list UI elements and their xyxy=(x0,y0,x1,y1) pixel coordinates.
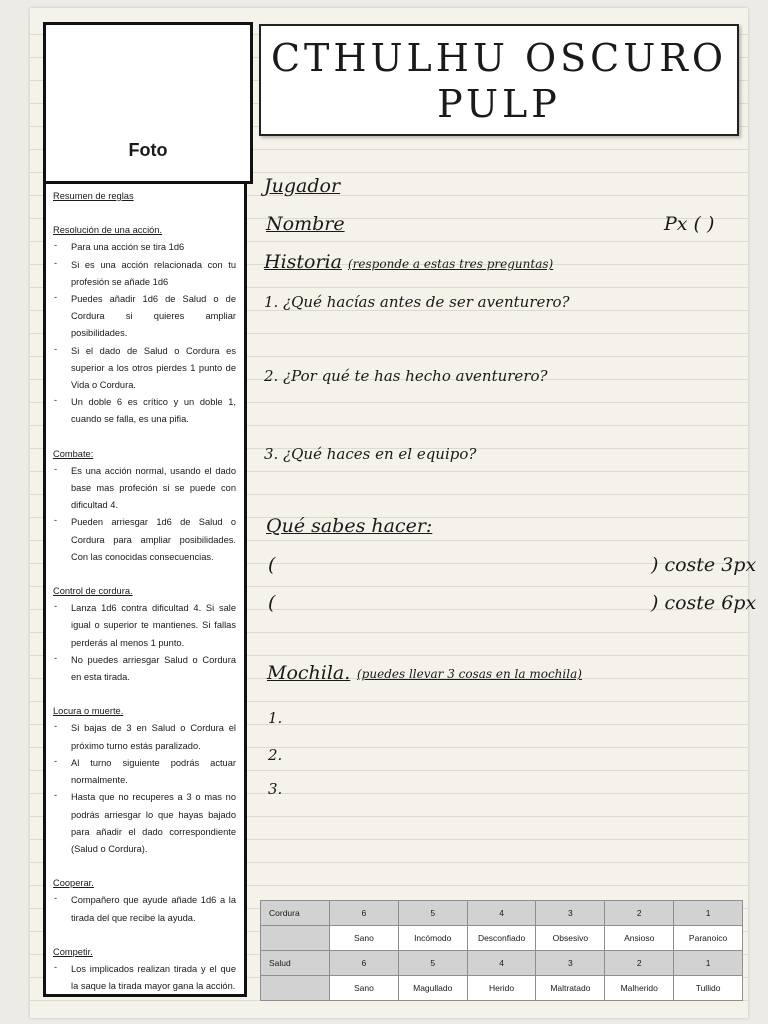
rules-section-list xyxy=(53,239,236,428)
salud-state-spacer xyxy=(261,976,330,1001)
rules-section-title: Combate: xyxy=(53,448,94,459)
rules-item: - Si bajas de 3 en Salud o Cordura el próximo turno estás paralizado. xyxy=(53,720,236,754)
player-label: Jugador xyxy=(264,175,341,197)
rules-section-list xyxy=(53,720,236,858)
rules-section-title: Resolución de una acción. xyxy=(53,225,163,236)
cordura-value-row xyxy=(261,901,743,926)
rules-section-list xyxy=(53,600,236,686)
salud-value: 2 xyxy=(605,951,674,976)
rules-section xyxy=(53,944,236,996)
rules-section-list xyxy=(53,961,236,995)
rules-sections xyxy=(53,222,236,995)
cordura-value: 3 xyxy=(536,901,605,926)
salud-state[interactable]: Herido xyxy=(467,976,536,1001)
question-1: 1. ¿Qué hacías antes de ser aventurero? xyxy=(264,293,570,311)
skill-2-open: ( xyxy=(268,592,276,614)
cordura-state[interactable]: Obsesivo xyxy=(536,926,605,951)
rules-section-list xyxy=(53,463,236,566)
question-2: 2. ¿Por qué te has hecho aventurero? xyxy=(264,367,548,385)
rules-item: - No puedes arriesgar Salud o Cordura en esta tirada. xyxy=(53,652,236,686)
salud-value: 4 xyxy=(467,951,536,976)
rules-section-title: Control de cordura. xyxy=(53,586,133,597)
photo-label: Foto xyxy=(128,140,168,160)
salud-state[interactable]: Malherido xyxy=(605,976,674,1001)
cordura-value: 4 xyxy=(467,901,536,926)
sheet-title-line2: PULP xyxy=(437,82,561,126)
px-label: Px ( ) xyxy=(664,213,715,235)
skills-title: Qué sabes hacer: xyxy=(266,515,433,537)
cordura-state-spacer xyxy=(261,926,330,951)
salud-value: 5 xyxy=(398,951,467,976)
rules-item: - Puedes añadir 1d6 de Salud o de Cordura si quieres ampliar posibilidades. xyxy=(53,291,236,343)
history-note: (responde a estas tres preguntas) xyxy=(348,257,554,271)
rules-section xyxy=(53,222,236,428)
cordura-state[interactable]: Ansioso xyxy=(605,926,674,951)
backpack-note: (puedes llevar 3 cosas en la mochila) xyxy=(357,667,582,681)
cordura-value: 6 xyxy=(330,901,399,926)
rules-item: - Si el dado de Salud o Cordura es superior a los otros pierdes 1 punto de Vida o Cordura. xyxy=(53,343,236,395)
rules-item: - Pueden arriesgar 1d6 de Salud o Cordura para ampliar posibilidades. Con las conocidas consecuencias. xyxy=(53,514,236,566)
rules-item: - Un doble 6 es crítico y un doble 1, cuando se falla, es una pifia. xyxy=(53,394,236,428)
sheet-title-line1: CTHULHU OSCURO xyxy=(270,36,728,80)
backpack-item-1: 1. xyxy=(268,709,283,727)
salud-value: 1 xyxy=(674,951,743,976)
cordura-state[interactable]: Incómodo xyxy=(398,926,467,951)
rules-section xyxy=(53,703,236,858)
salud-state[interactable]: Sano xyxy=(330,976,399,1001)
photo-placeholder xyxy=(43,22,253,184)
salud-label: Salud xyxy=(261,951,330,976)
skill-1-cost: ) coste 3px xyxy=(651,554,757,576)
salud-state[interactable]: Tullido xyxy=(674,976,743,1001)
name-label: Nombre xyxy=(266,213,345,235)
salud-value: 6 xyxy=(330,951,399,976)
rules-summary-panel xyxy=(43,181,247,997)
salud-value-row xyxy=(261,951,743,976)
rules-item: - Hasta que no recuperes a 3 o mas no podrás arriesgar lo que hayas bajado para añadir el dado correspondiente (Salud o Cordura). xyxy=(53,789,236,858)
rules-item: - Los implicados realizan tirada y el que la saque la tirada mayor gana la acción. xyxy=(53,961,236,995)
cordura-state[interactable]: Paranoico xyxy=(674,926,743,951)
rules-section xyxy=(53,583,236,686)
salud-state[interactable]: Magullado xyxy=(398,976,467,1001)
backpack-item-3: 3. xyxy=(268,780,283,798)
salud-state-row xyxy=(261,976,743,1001)
rules-section-title: Cooperar. xyxy=(53,878,94,889)
skill-1-open: ( xyxy=(268,554,276,576)
history-label: Historia xyxy=(264,251,342,273)
rules-item: - Compañero que ayude añade 1d6 a la tirada del que recibe la ayuda. xyxy=(53,892,236,926)
cordura-value: 1 xyxy=(674,901,743,926)
cordura-state[interactable]: Sano xyxy=(330,926,399,951)
rules-section xyxy=(53,446,236,566)
cordura-label: Cordura xyxy=(261,901,330,926)
cordura-value: 5 xyxy=(398,901,467,926)
rules-item: - Si es una acción relacionada con tu profesión se añade 1d6 xyxy=(53,257,236,291)
sheet-title-box xyxy=(259,24,739,136)
backpack-item-2: 2. xyxy=(268,746,283,764)
cordura-value: 2 xyxy=(605,901,674,926)
rules-item: - Al turno siguiente podrás actuar normalmente. xyxy=(53,755,236,789)
backpack-title: Mochila. xyxy=(267,662,351,684)
cordura-state-row xyxy=(261,926,743,951)
skill-2-cost: ) coste 6px xyxy=(651,592,757,614)
rules-item: - Para una acción se tira 1d6 xyxy=(53,239,236,256)
salud-value: 3 xyxy=(536,951,605,976)
salud-state[interactable]: Maltratado xyxy=(536,976,605,1001)
rules-item: - Es una acción normal, usando el dado base mas profeción si se puede con dificultad 4. xyxy=(53,463,236,515)
rules-section xyxy=(53,875,236,927)
rules-item: - Lanza 1d6 contra dificultad 4. Si sale igual o superior te mantienes. Si fallas perderás al menos 1 punto. xyxy=(53,600,236,652)
cordura-state[interactable]: Desconfiado xyxy=(467,926,536,951)
rules-section-title: Locura o muerte. xyxy=(53,706,124,717)
rules-section-title: Competir. xyxy=(53,946,93,957)
stats-table xyxy=(260,900,743,1001)
question-3: 3. ¿Qué haces en el equipo? xyxy=(264,445,477,463)
rules-summary-title: Resumen de reglas xyxy=(53,191,134,201)
rules-section-list xyxy=(53,892,236,926)
